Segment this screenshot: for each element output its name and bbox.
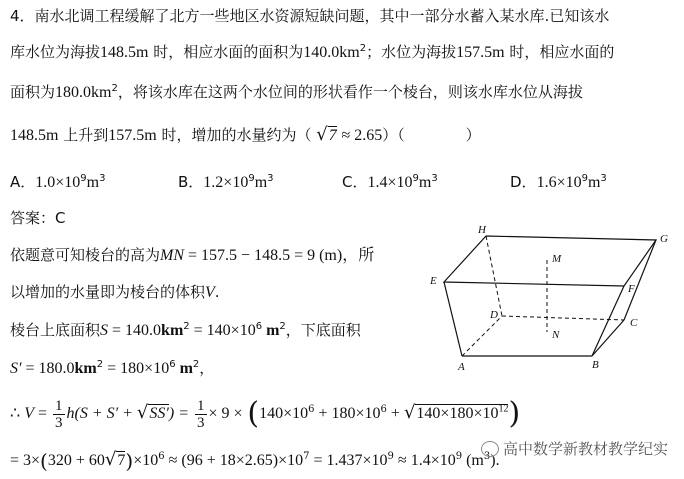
problem-line-4: 148.5m 上升到157.5m 时，增加的水量约为（ √7 ≈ 2.65）（ ）	[10, 124, 481, 145]
svg-text:G: G	[660, 233, 668, 245]
edge-fb	[592, 286, 624, 356]
solution-line-5: ∴ V = $\frac{1}{3}$ h(S + S′ + √SS′) = $\frac{1}{3}$ × $9 \times (140\times 10^6 + 180\times 10^6 + √140\times 180\times 10^{12})$	[10, 396, 521, 431]
solution-line-2: 以增加的水量即为棱台的体积V.	[10, 283, 220, 301]
solution-line-4: $S' = 180.0km^2 = 180\times 10^6$ $m^2$，	[10, 359, 215, 377]
option-b: B．$1.2\times 10^9m^3$	[178, 173, 274, 191]
svg-text:N: N	[552, 329, 560, 341]
svg-text:E: E	[430, 275, 437, 287]
problem-line-3: 面积为$180.0km^2$，将该水库在这两个水位间的形状看作一个棱台，则该水库水位从海拔	[10, 83, 583, 101]
option-a: A．$1.0\times 10^9m^3$	[10, 173, 106, 191]
watermark: 高中数学新教材教学纪实	[481, 438, 668, 459]
edge-dc	[502, 316, 624, 320]
wechat-icon	[481, 441, 499, 457]
svg-text:C: C	[630, 317, 638, 329]
edge-hd	[486, 236, 502, 316]
svg-text:M: M	[552, 253, 562, 265]
solution-line-1: 依题意可知棱台的高为MN = 157.5 − 148.5 = 9 (m)，所	[10, 246, 375, 264]
solution-line-3: 棱台上底面积$S = 140.0km^2 = 140\times 10^6$ $m^2$，下底面积	[10, 321, 361, 339]
svg-text:B: B	[592, 359, 599, 371]
option-d: D．$1.6\times 10^9m^3$	[510, 173, 607, 191]
svg-text:H: H	[478, 224, 486, 236]
edge-ea	[444, 282, 462, 356]
svg-text:D: D	[490, 309, 498, 321]
edge-bc	[592, 320, 624, 356]
solution-line-6: = $3\times(320 + 60√7)\times 10^6 \approx (96 + 18\times 2.65)\times 10^7 = 1.437\times 10^9 \approx 1.4\times 10^9$ $(m^3)$.	[10, 449, 500, 473]
svg-text:A: A	[458, 361, 465, 372]
edge-ad	[462, 316, 502, 356]
top-face	[444, 236, 656, 286]
svg-text:F: F	[628, 283, 635, 295]
problem-line-1: 4．南水北调工程缓解了北方一些地区水资源短缺问题，其中一部分水蓄入某水库.已知该水	[10, 7, 610, 25]
problem-line-2: 库水位为海拔148.5m 时，相应水面的面积为$140.0km^2$；水位为海拔157.5m 时，相应水面的	[10, 43, 615, 61]
frustum-figure	[428, 222, 678, 372]
answer-line: 答案：C	[10, 209, 66, 227]
option-c: C．$1.4\times 10^9m^3$	[342, 173, 438, 191]
